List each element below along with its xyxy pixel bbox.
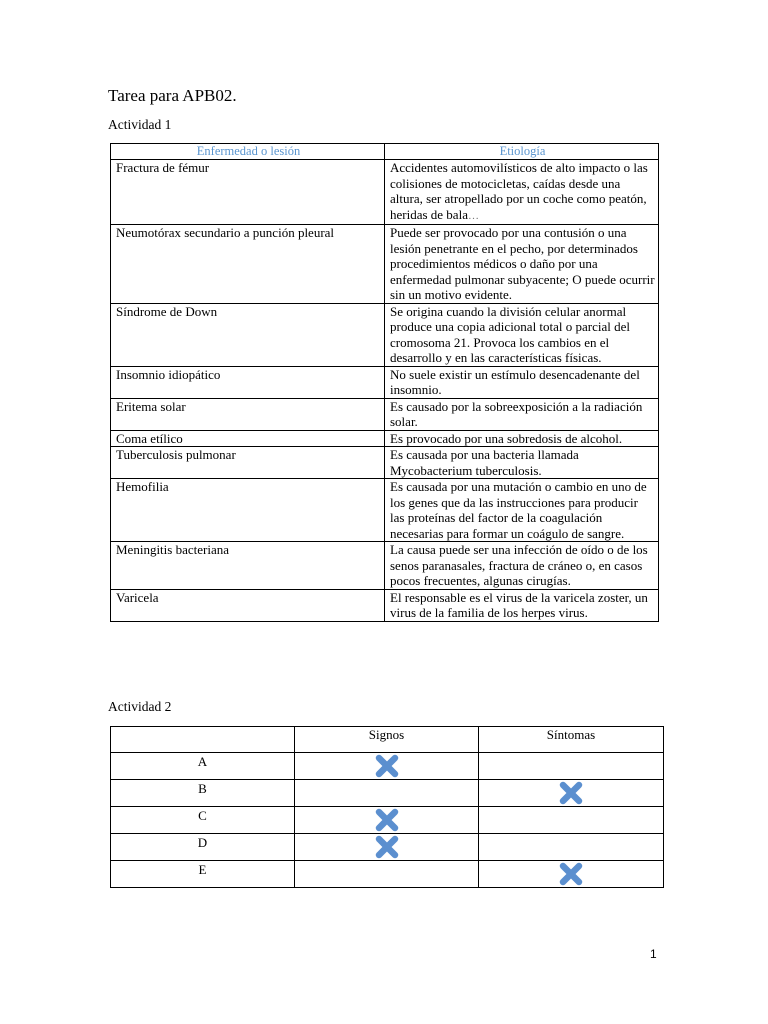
etiology-cell: Se origina cuando la división celular anormal produce una copia adicional total o parcial del cromosoma 21. Provoca los cambios en el desarrollo y en las características físicas.: [385, 303, 659, 366]
cross-mark-icon: [375, 808, 399, 832]
signos-cell: [295, 753, 479, 780]
sintomas-cell: [479, 861, 664, 888]
cross-mark-icon: [559, 862, 583, 886]
etiology-cell: Es causada por una mutación o cambio en uno de los genes que da las instrucciones para producir las proteínas del factor de la coagulación necesarias para formar un coágulo de sangre.: [385, 479, 659, 542]
table-row: [111, 225, 659, 304]
etiology-cell: El responsable es el virus de la varicela zoster, un virus de la familia de los herpes virus.: [385, 589, 659, 621]
table-header-row: [111, 144, 659, 160]
etiology-cell: No suele existir un estímulo desencadenante del insomnio.: [385, 366, 659, 398]
cross-mark-icon: [375, 754, 399, 778]
cross-mark-icon: [375, 835, 399, 859]
header-empty: [111, 727, 295, 753]
signs-symptoms-table: [110, 726, 664, 888]
etiology-cell: [385, 160, 659, 225]
disease-cell: Eritema solar: [111, 398, 385, 430]
row-label: E: [111, 861, 295, 888]
table-row: [111, 589, 659, 621]
sintomas-cell: [479, 780, 664, 807]
table-row: [111, 542, 659, 590]
signos-cell: [295, 861, 479, 888]
header-signos: Signos: [295, 727, 479, 753]
etiology-cell: Puede ser provocado por una contusión o una lesión penetrante en el pecho, por determinados procedimientos médicos o daño por una enfermedad pulmonar subyacente; O puede ocurrir sin un motivo evidente.: [385, 225, 659, 304]
table-row: [111, 160, 659, 225]
header-disease: Enfermedad o lesión: [111, 144, 385, 160]
document-title: Tarea para APB02.: [108, 86, 237, 105]
header-sintomas: Síntomas: [479, 727, 664, 753]
table-row: [111, 834, 664, 861]
table-row: [111, 303, 659, 366]
disease-cell: Fractura de fémur: [111, 160, 385, 225]
etiology-cell: Es causado por la sobreexposición a la radiación solar.: [385, 398, 659, 430]
table-row: [111, 861, 664, 888]
table-row: [111, 780, 664, 807]
disease-cell: Varicela: [111, 589, 385, 621]
disease-cell: Neumotórax secundario a punción pleural: [111, 225, 385, 304]
disease-cell: Síndrome de Down: [111, 303, 385, 366]
activity-2-label: Actividad 2: [108, 699, 172, 714]
row-label: B: [111, 780, 295, 807]
table-header-row: [111, 727, 664, 753]
etiology-cell: Es provocado por una sobredosis de alcohol.: [385, 430, 659, 447]
etiology-table: [110, 143, 659, 622]
signos-cell: [295, 834, 479, 861]
signos-cell: [295, 780, 479, 807]
disease-cell: Tuberculosis pulmonar: [111, 447, 385, 479]
etiology-text: Accidentes automovilísticos de alto impacto o las colisiones de motocicletas, caídas desde una altura, ser atropellado por un coche como peatón, heridas de bala: [390, 160, 648, 222]
table-row: [111, 398, 659, 430]
page-number: 1: [650, 947, 657, 961]
header-etiology: Etiología: [385, 144, 659, 160]
table-row: [111, 807, 664, 834]
activity-1-label: Actividad 1: [108, 117, 172, 132]
etiology-cell: La causa puede ser una infección de oído o de los senos paranasales, fractura de cráneo o, en casos pocos frecuentes, algunas cirugías.: [385, 542, 659, 590]
row-label: D: [111, 834, 295, 861]
table-row: [111, 479, 659, 542]
table-row: [111, 430, 659, 447]
disease-cell: Coma etílico: [111, 430, 385, 447]
disease-cell: Meningitis bacteriana: [111, 542, 385, 590]
table-row: [111, 366, 659, 398]
etiology-cell: Es causada por una bacteria llamada Mycobacterium tuberculosis.: [385, 447, 659, 479]
ellipsis-mark: …: [467, 209, 479, 222]
sintomas-cell: [479, 753, 664, 780]
row-label: A: [111, 753, 295, 780]
sintomas-cell: [479, 807, 664, 834]
signos-cell: [295, 807, 479, 834]
disease-cell: Hemofilia: [111, 479, 385, 542]
table-row: [111, 753, 664, 780]
disease-cell: Insomnio idiopático: [111, 366, 385, 398]
sintomas-cell: [479, 834, 664, 861]
table-row: [111, 447, 659, 479]
cross-mark-icon: [559, 781, 583, 805]
row-label: C: [111, 807, 295, 834]
